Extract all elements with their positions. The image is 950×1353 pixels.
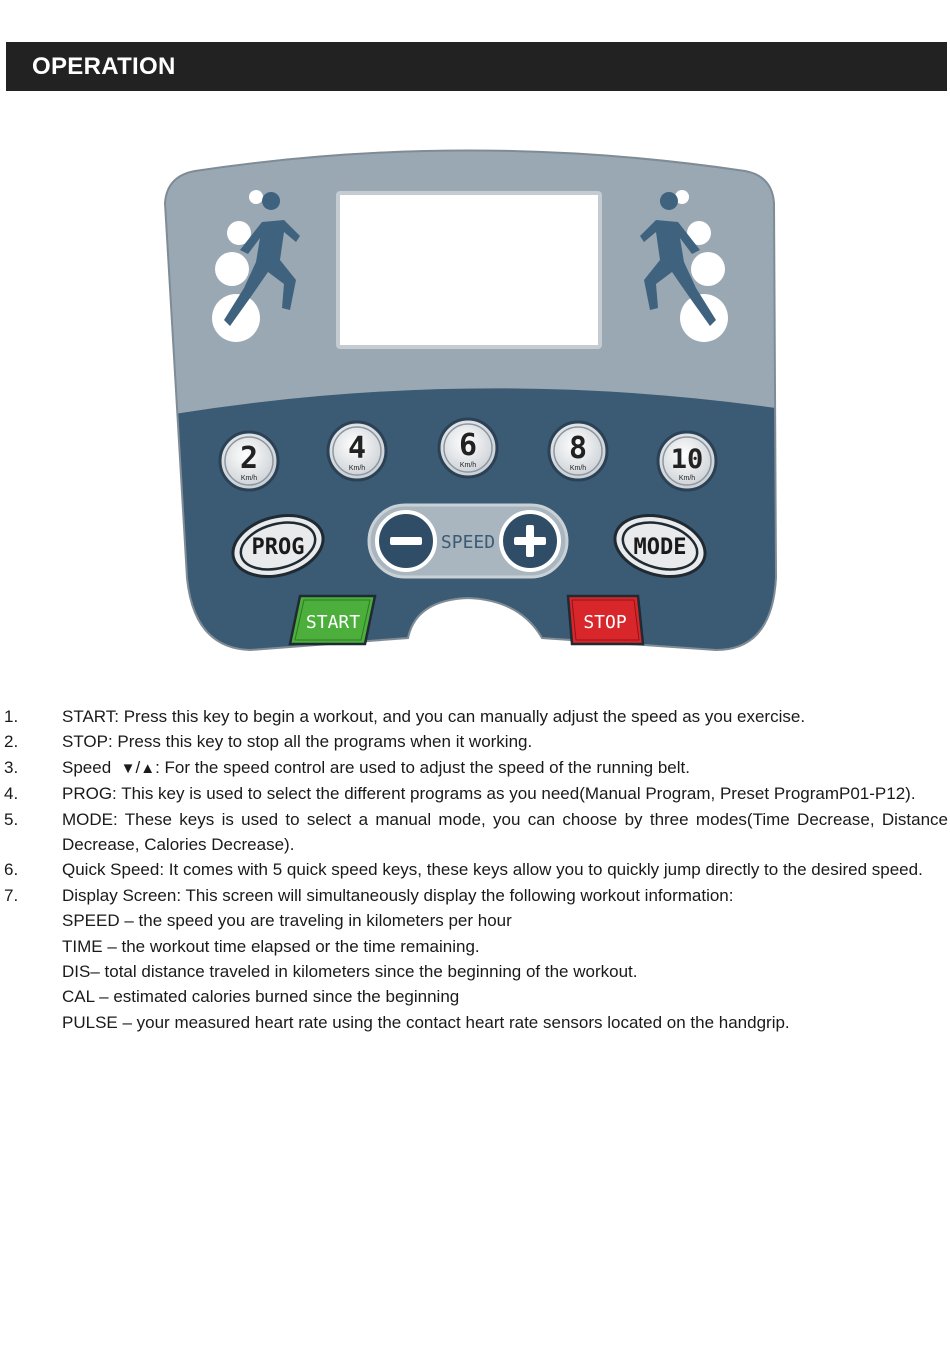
display-info-line: SPEED – the speed you are traveling in kilometers per hour xyxy=(62,911,512,931)
speed-key-value: 2 xyxy=(239,441,259,476)
console-diagram xyxy=(150,138,790,680)
instruction-list xyxy=(0,704,948,1035)
display-screen xyxy=(338,193,600,347)
display-info-line: DIS– total distance traveled in kilometers since the beginning of the workout. xyxy=(62,962,638,982)
list-item xyxy=(0,883,948,908)
list-item xyxy=(0,857,948,882)
treadmill-console-illustration xyxy=(150,138,790,680)
stop-button[interactable] xyxy=(568,596,643,644)
bubble-icon xyxy=(691,252,725,286)
speed-key-unit: Km/h xyxy=(569,465,587,472)
speed-key-10[interactable] xyxy=(658,432,716,490)
item-number: 2. xyxy=(4,732,19,752)
item-text-speed: Speed xyxy=(62,757,112,777)
speed-key-unit: Km/h xyxy=(348,465,366,472)
item-text: STOP: Press this key to stop all the programs when it working. xyxy=(62,732,533,752)
item-text: PROG: This key is used to select the different programs as you need(Manual Program, Preset ProgramP01-P12). xyxy=(62,784,916,804)
item-text: Display Screen: This screen will simultaneously display the following workout information: xyxy=(62,885,734,905)
display-info-line: TIME – the workout time elapsed or the time remaining. xyxy=(62,936,480,956)
item-text: START: Press this key to begin a workout, and you can manually adjust the speed as you exercise. xyxy=(62,707,806,726)
section-header xyxy=(6,42,947,91)
triangle-up-icon: ▲ xyxy=(140,759,156,777)
list-item xyxy=(0,807,948,858)
speed-down-button[interactable] xyxy=(377,512,435,570)
item-number: 6. xyxy=(4,860,19,880)
speed-key-value: 8 xyxy=(568,431,588,466)
item-number: 3. xyxy=(4,757,19,777)
prog-button-label: PROG xyxy=(251,535,305,560)
item-text: Speed ▼/▲: For the speed control are used to adjust the speed of the running belt. xyxy=(62,757,690,777)
plus-icon xyxy=(526,525,534,557)
speed-key-unit: Km/h xyxy=(459,462,477,469)
triangle-down-icon: ▼ xyxy=(120,759,136,777)
list-item xyxy=(0,755,948,781)
list-item xyxy=(0,729,948,754)
speed-key-6[interactable] xyxy=(439,419,497,477)
item-text: Quick Speed: It comes with 5 quick speed keys, these keys allow you to quickly jump directly to the desired speed. xyxy=(62,860,923,880)
item-text-rest: : For the speed control are used to adjust the speed of the running belt. xyxy=(155,757,690,777)
item-text: MODE: These keys is used to select a manual mode, you can choose by three modes(Time Decrease, Distance Decrease, Calories Decrease). xyxy=(62,809,948,855)
bubble-icon xyxy=(215,252,249,286)
speed-key-2[interactable] xyxy=(220,432,278,490)
speed-key-4[interactable] xyxy=(328,422,386,480)
item-number: 1. xyxy=(4,707,19,726)
speed-up-button[interactable] xyxy=(501,512,559,570)
speed-control xyxy=(369,505,567,577)
speed-key-value: 4 xyxy=(347,431,367,466)
start-button[interactable] xyxy=(290,596,375,644)
speed-key-8[interactable] xyxy=(549,422,607,480)
speed-key-value: 10 xyxy=(670,444,704,475)
minus-icon xyxy=(390,537,422,545)
item-number: 7. xyxy=(4,885,19,905)
bubble-icon xyxy=(249,190,263,204)
list-item xyxy=(0,781,948,806)
speed-key-unit: Km/h xyxy=(240,475,258,482)
list-item xyxy=(0,704,948,729)
section-title: OPERATION xyxy=(32,52,176,80)
item-number: 4. xyxy=(4,784,19,804)
speed-key-unit: Km/h xyxy=(678,475,696,482)
mode-button-label: MODE xyxy=(633,535,687,560)
start-button-label: START xyxy=(305,612,361,633)
display-info-line: PULSE – your measured heart rate using the contact heart rate sensors located on the handgrip. xyxy=(62,1012,790,1032)
speed-label: SPEED xyxy=(440,532,496,553)
display-info-line: CAL – estimated calories burned since the beginning xyxy=(62,987,460,1007)
item-number: 5. xyxy=(4,809,19,829)
stop-button-label: STOP xyxy=(583,612,627,633)
speed-key-value: 6 xyxy=(458,428,478,463)
